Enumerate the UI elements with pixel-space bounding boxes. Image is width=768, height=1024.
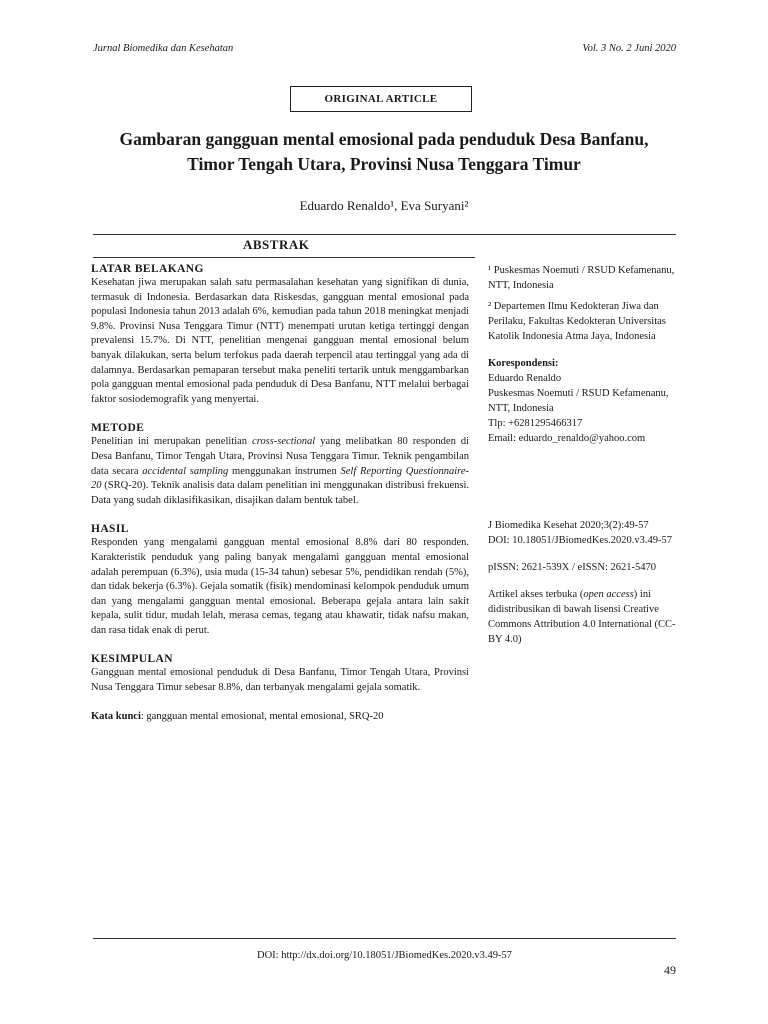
affiliation-1: ¹ Puskesmas Noemuti / RSUD Kefamenanu, NTT, Indonesia xyxy=(488,265,675,291)
keywords-value: : gangguan mental emosional, mental emosional, SRQ-20 xyxy=(140,710,384,722)
citation: J Biomedika Kesehat 2020;3(2):49-57 xyxy=(488,520,649,531)
affiliation-2: ² Departemen Ilmu Kedokteran Jiwa dan Perilaku, Fakultas Kedokteran Universitas Katolik Indonesia Atma Jaya, Indonesia xyxy=(488,301,666,342)
page-number: 49 xyxy=(664,963,676,977)
article-type-box xyxy=(290,86,472,112)
issn: pISSN: 2621-539X / eISSN: 2621-5470 xyxy=(488,562,657,573)
top-divider xyxy=(93,234,676,235)
section-heading: HASIL xyxy=(91,523,129,536)
bottom-divider xyxy=(93,938,676,939)
section-text: Kesehatan jiwa merupakan salah satu permasalahan kesehatan yang signifikan di dunia, termasuk di Indonesia. Berdasarkan data Riskesdas, gangguan mental emosional pada populasi Indonesia tahun 2013 adalah 6%, kemudian pada tahun 2018 meningkat menjadi 9.8%. Provinsi Nusa Tenggara Timur (NTT) menempati urutan ketiga tertinggi dengan prevalensi 15.7%. Di NTT, penelitian mengenai gangguan mental emosional belum banyak dilakukan, serta belum terfokus pada daerah terpencil atau tertinggal yang ada di dalamnya. Berdasarkan pemaparan tersebut maka peneliti tertarik untuk menggambarkan pola gangguan mental emosional pada penduduk di Desa Banfanu, NTT melalui berbagai faktor sosiodemografik yang menyertai. xyxy=(91,277,469,405)
section-heading: KESIMPULAN xyxy=(91,653,173,666)
section-kesimpulan xyxy=(91,652,469,695)
correspondence-email: Email: eduardo_renaldo@yahoo.com xyxy=(488,433,646,444)
text-run: Penelitian ini merupakan penelitian xyxy=(91,436,253,448)
text-run: (SRQ-20). Teknik analisis data dalam penelitian ini menggunakan distribusi frekuensi. Data yang sudah diklasifikasikan, disajikan dalam bentuk tabel. xyxy=(91,480,469,506)
italic-term: open access xyxy=(583,589,634,600)
correspondence-heading: Korespondensi: xyxy=(488,358,559,369)
section-latar-belakang xyxy=(91,262,469,407)
section-metode xyxy=(91,421,469,508)
text-run: ) ini didistribusikan di bawah lisensi Creative Commons Attribution 4.0 International (CC-BY 4.0) xyxy=(488,589,676,645)
footer-doi-link[interactable]: DOI: http://dx.doi.org/10.18051/JBiomedKes.2020.v3.49-57 xyxy=(256,950,512,961)
issue-info: Vol. 3 No. 2 Juni 2020 xyxy=(582,43,676,54)
journal-name: Jurnal Biomedika dan Kesehatan xyxy=(93,43,234,54)
abstract-divider xyxy=(93,257,475,258)
sidebar-doi: DOI: 10.18051/JBiomedKes.2020.v3.49-57 xyxy=(488,535,673,546)
article-type-label: ORIGINAL ARTICLE xyxy=(324,93,438,105)
section-heading: LATAR BELAKANG xyxy=(91,263,204,275)
section-text xyxy=(91,435,469,508)
license-notice xyxy=(488,587,678,647)
abstract-body xyxy=(91,262,469,724)
abstract-heading: ABSTRAK xyxy=(243,237,310,252)
correspondence-phone: Tlp: +6281295466317 xyxy=(488,418,583,429)
author-list: Eduardo Renaldo¹, Eva Suryani² xyxy=(299,198,469,213)
sidebar-info xyxy=(488,263,678,647)
correspondence-name: Eduardo Renaldo xyxy=(488,373,562,384)
section-text: Responden yang mengalami gangguan mental emosional 8.8% dari 80 responden. Karakteristik penduduk yang paling banyak mengalami gangguan mental emosional adalah perempuan (6.3%), usia muda (15-34 tahun) sebesar 5%, pendidikan rendah (5%), dan tidak bekerja (6.3%). Gejala somatik (fisik) mendominasi kelompok penduduk umum dan yang mengalami gangguan mental emosional. Beberapa gejala antara lain sakit kepala, sulit tidur, mudah lelah, merasa cemas, tegang atau khawatir, tidak nafsu makan, dan rasa tidak enak di perut. xyxy=(91,537,469,636)
italic-term: cross-sectional xyxy=(252,436,316,448)
correspondence-address: Puskesmas Noemuti / RSUD Kefamenanu, NTT, Indonesia xyxy=(488,388,669,414)
text-run: Artikel akses terbuka ( xyxy=(488,589,584,600)
section-heading: METODE xyxy=(91,422,145,435)
keywords-label: Kata kunci xyxy=(91,710,141,722)
text-run: menggunakan instrumen xyxy=(228,465,341,477)
italic-term: accidental sampling xyxy=(142,465,229,477)
section-hasil xyxy=(91,522,469,638)
section-text: Gangguan mental emosional penduduk di Desa Banfanu, Timor Tengah Utara, Provinsi Nusa Tenggara Timur sebesar 8.8%, dan terbanyak mengalami gejala somatik. xyxy=(91,667,469,694)
article-title: Gambaran gangguan mental emosional pada penduduk Desa Banfanu, Timor Tengah Utara, Provinsi Nusa Tenggara Timur xyxy=(119,129,649,174)
text-run: yang melibatkan 80 responden di Desa Banfanu, Timor Tengah Utara, Provinsi Nusa Tenggara Timur. Teknik pengambilan data secara xyxy=(91,436,469,477)
italic-term: Self Reporting Questionnaire-20 xyxy=(91,465,469,492)
keywords xyxy=(91,710,469,725)
